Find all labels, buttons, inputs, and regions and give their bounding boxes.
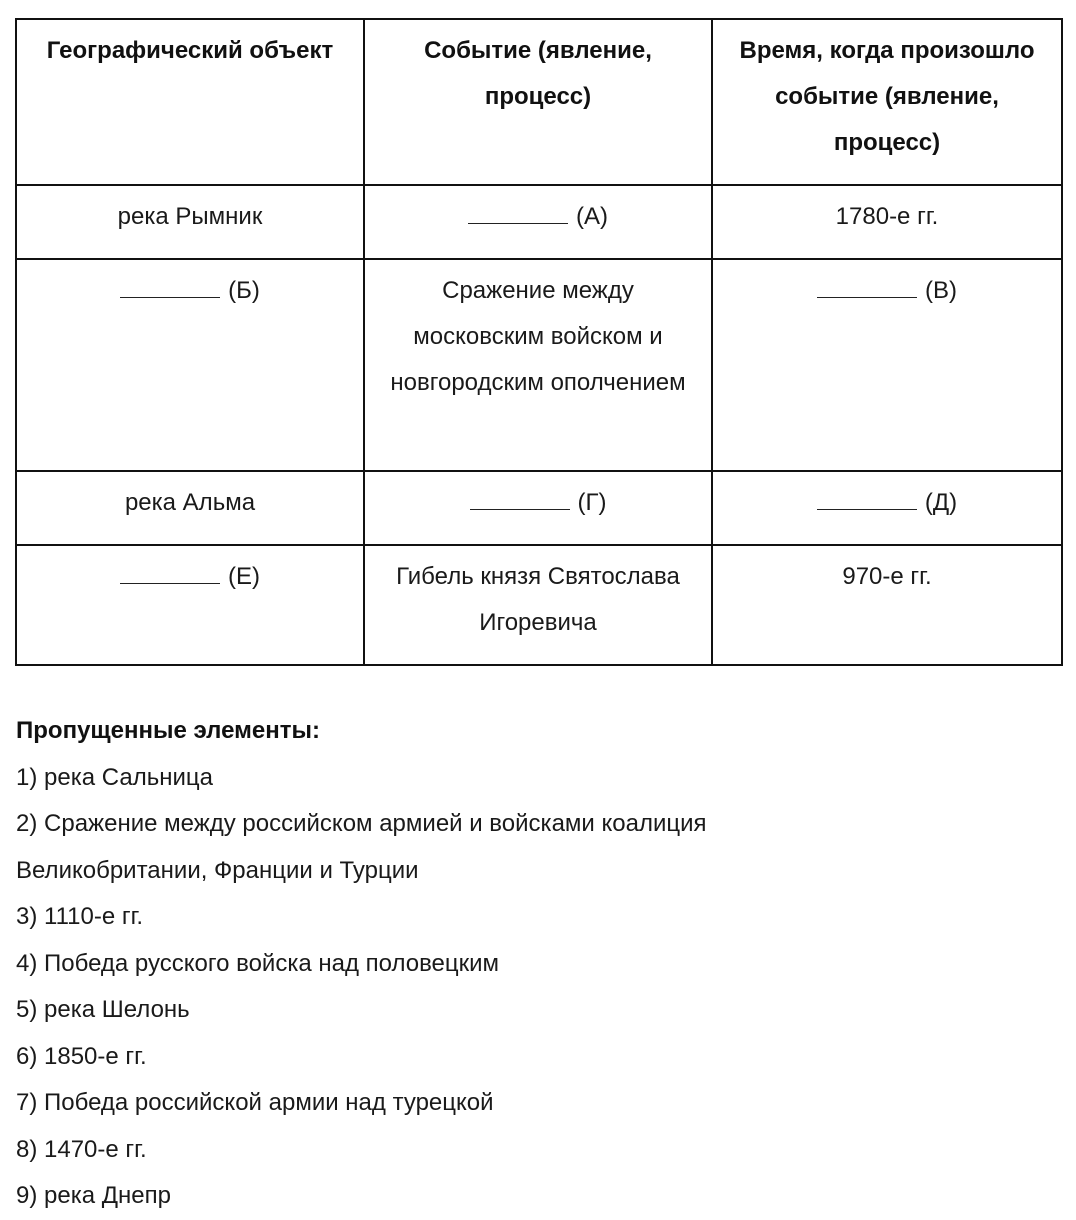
cell-object: [16, 259, 364, 471]
missing-element-item: 5) река Шелонь: [16, 996, 190, 1023]
blank-label: (А): [576, 203, 608, 230]
blank-label: (Г): [577, 489, 607, 516]
missing-element-item-continuation: Великобритании, Франции и Турции: [16, 856, 419, 884]
blank-label: (Е): [228, 563, 260, 590]
cell-object: [16, 185, 364, 259]
table-row: [16, 545, 1062, 665]
blank-label: (Д): [924, 489, 958, 516]
blank-label: (В): [925, 277, 957, 304]
missing-element-item: 3) 1110-е гг.: [16, 903, 144, 930]
cell-text: Гибель князя Святослава Игоревича: [396, 563, 680, 636]
table-header-row: [16, 19, 1062, 185]
header-time: Время, когда произошло событие (явление, процесс): [712, 19, 1062, 185]
missing-element-item: 7) Победа российской армии над турецкой: [16, 1089, 494, 1116]
blank-line: [817, 483, 917, 510]
missing-element-item: 1) река Сальница: [16, 763, 213, 791]
cell-time: [712, 471, 1062, 545]
blank-line: [470, 483, 570, 510]
missing-element-item: 4) Победа русского войска над половецким: [16, 949, 500, 977]
header-geographic-object: Географический объект: [16, 19, 364, 185]
cell-event: [364, 185, 712, 259]
cell-event: [364, 471, 712, 545]
cell-text: Сражение между московским войском и новгородским ополчением: [390, 277, 686, 396]
cell-time: [712, 185, 1062, 259]
cell-text: 970-е гг.: [842, 563, 932, 590]
table-row: [16, 259, 1062, 471]
table-row: [16, 185, 1062, 259]
cell-text: река Рымник: [117, 203, 263, 230]
cell-text: река Альма: [124, 489, 256, 516]
blank-line: [817, 271, 917, 298]
blank-line: [120, 271, 220, 298]
blank-line: [468, 197, 568, 224]
task-table: [15, 18, 1063, 666]
cell-object: [16, 471, 364, 545]
missing-elements-section: [16, 708, 1056, 1220]
missing-element-item: 6) 1850-е гг.: [16, 1042, 147, 1070]
missing-element-item: 2) Сражение между российском армией и войсками коалиция: [16, 810, 707, 837]
table-row: [16, 471, 1062, 545]
blank-label: (Б): [228, 277, 260, 304]
missing-elements-title: Пропущенные элементы:: [16, 717, 320, 744]
cell-text: 1780-е гг.: [835, 203, 939, 230]
missing-element-item: 8) 1470-е гг.: [16, 1135, 147, 1163]
cell-object: [16, 545, 364, 665]
cell-time: [712, 259, 1062, 471]
missing-element-item: 9) река Днепр: [16, 1182, 171, 1209]
header-event: Событие (явление, процесс): [364, 19, 712, 185]
blank-line: [120, 557, 220, 584]
cell-event: [364, 259, 712, 471]
cell-time: [712, 545, 1062, 665]
cell-event: [364, 545, 712, 665]
